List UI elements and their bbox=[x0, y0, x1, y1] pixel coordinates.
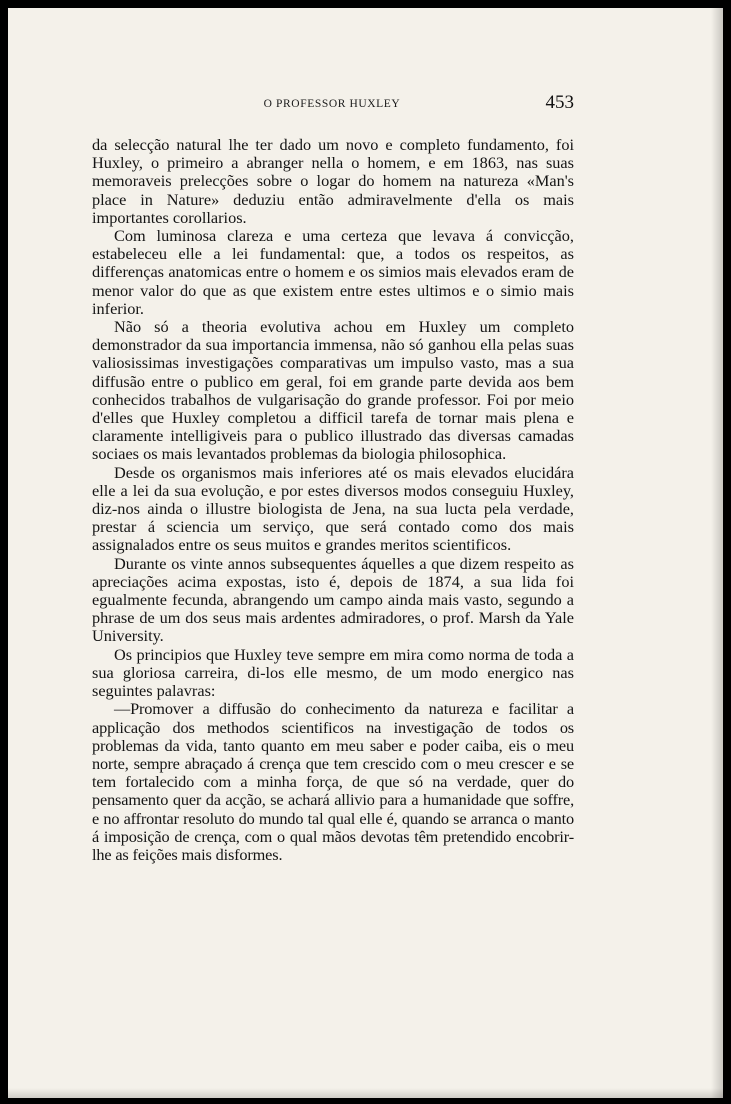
paragraph-7-quote: —Promover a diffusão do conhecimento da natureza e facilitar a applicação dos methodos scientificos na investigação de todos os problemas da vida, tanto quanto em meu saber e poder caiba, eis o meu norte, sempre abraçado á crença que tem crescido com o meu crescer e se tem fortalecido com a minha força, de que só na verdade, quer do pensamento quer da acção, se achará allivio para a humanidade que soffre, e no affrontar resoluto do mundo tal qual elle é, quando se arranca o manto á imposição de crença, com o qual mãos devotas têm pretendido encobrir-lhe as feições mais disformes. bbox=[92, 699, 574, 864]
paragraph-1: da selecção natural lhe ter dado um novo e completo fundamento, foi Huxley, o primeiro a abranger nella o homem, e em 1863, nas suas memoraveis prelecções sobre o logar do homem na natureza «Man's place in Nature» deduziu então admiravelmente d'ella os mais importantes corollarios. bbox=[92, 135, 574, 227]
paragraph-5: Durante os vinte annos subsequentes áquelles a que dizem respeito as apreciações acima expostas, isto é, depois de 1874, a sua lida foi egualmente fecunda, abrangendo um campo ainda mais vasto, segundo a phrase de um dos seus mais ardentes admiradores, o prof. Marsh da Yale University. bbox=[92, 553, 574, 646]
page-header bbox=[90, 92, 574, 118]
page-bottom-shadow bbox=[8, 1088, 723, 1098]
paragraph-2: Com luminosa clareza e uma certeza que levava á convicção, estabeleceu elle a lei fundamental: que, a todos os respeitos, as differenças anatomicas entre o homem e os simios mais elevados eram de menor valor do que as que existem entre estes ultimos e o simio mais inferior. bbox=[92, 226, 574, 318]
page-number: 453 bbox=[545, 92, 574, 113]
page-edge-shadow bbox=[711, 8, 723, 1098]
running-head: O PROFESSOR HUXLEY bbox=[263, 98, 401, 110]
body-text bbox=[92, 136, 574, 864]
paragraph-3: Não só a theoria evolutiva achou em Huxley um completo demonstrador da sua importancia immensa, não só ganhou ella pelas suas valiosissimas investigações comparativas um impulso vasto, mas a sua diffusão entre o publico em geral, foi em grande parte devida aos bem conhecidos trabalhos de vulgarisação do grande professor. Foi por meio d'elles que Huxley completou a difficil tarefa de tornar mais plena e claramente intelligiveis para o publico illustrado das diversas camadas sociaes os mais levantados problemas da biologia philosophica. bbox=[92, 317, 574, 464]
paragraph-6: Os principios que Huxley teve sempre em mira como norma de toda a sua gloriosa carreira, di-los elle mesmo, de um modo energico nas seguintes palavras: bbox=[92, 644, 574, 701]
book-page bbox=[8, 8, 723, 1098]
paragraph-4: Desde os organismos mais inferiores até os mais elevados elucidára elle a lei da sua evolução, e por estes diversos modos conseguiu Huxley, diz-nos ainda o illustre biologista de Jena, na sua lucta pela verdade, prestar á sciencia um serviço, que será contado como dos mais assignalados entre os seus muitos e grandes meritos scientificos. bbox=[92, 462, 574, 555]
